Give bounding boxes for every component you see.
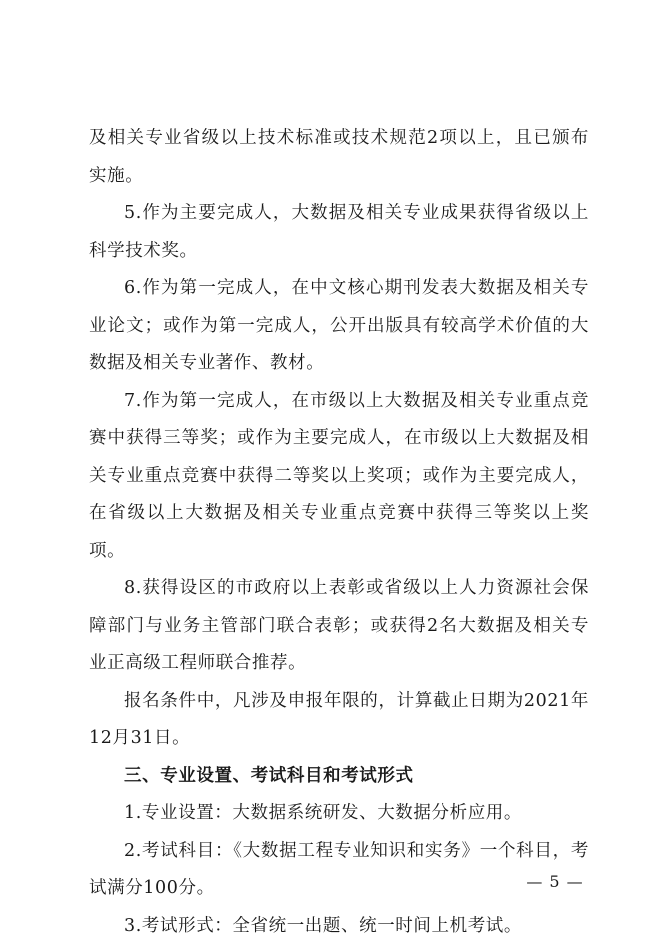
paragraph-exam-format: 3.考试形式：全省统一出题、统一时间上机考试。 bbox=[89, 908, 589, 945]
document-body bbox=[89, 120, 589, 945]
page-number: — 5 — bbox=[520, 872, 590, 891]
paragraph-item-6: 6.作为第一完成人，在中文核心期刊发表大数据及相关专业论文；或作为第一完成人，公开出版具有较高学术价值的大数据及相关专业著作、教材。 bbox=[89, 270, 589, 383]
paragraph-item-7: 7.作为第一完成人，在市级以上大数据及相关专业重点竞赛中获得三等奖；或作为主要完成人，在市级以上大数据及相关专业重点竞赛中获得二等奖以上奖项；或作为主要完成人，在省级以上大数据及相关专业重点竞赛中获得三等奖以上奖项。 bbox=[89, 383, 589, 571]
paragraph-item-5: 5.作为主要完成人，大数据及相关专业成果获得省级以上科学技术奖。 bbox=[89, 195, 589, 270]
paragraph-continuation: 及相关专业省级以上技术标准或技术规范2项以上，且已颁布实施。 bbox=[89, 120, 589, 195]
paragraph-specialty: 1.专业设置：大数据系统研发、大数据分析应用。 bbox=[89, 795, 589, 833]
paragraph-item-8: 8.获得设区的市政府以上表彰或省级以上人力资源社会保障部门与业务主管部门联合表彰；或获得2名大数据及相关专业正高级工程师联合推荐。 bbox=[89, 570, 589, 683]
paragraph-deadline-note: 报名条件中，凡涉及申报年限的，计算截止日期为2021年12月31日。 bbox=[89, 683, 589, 758]
paragraph-exam-subject: 2.考试科目：《大数据工程专业知识和实务》一个科目，考试满分100分。 bbox=[89, 833, 589, 908]
section-heading: 三、专业设置、考试科目和考试形式 bbox=[89, 758, 589, 796]
